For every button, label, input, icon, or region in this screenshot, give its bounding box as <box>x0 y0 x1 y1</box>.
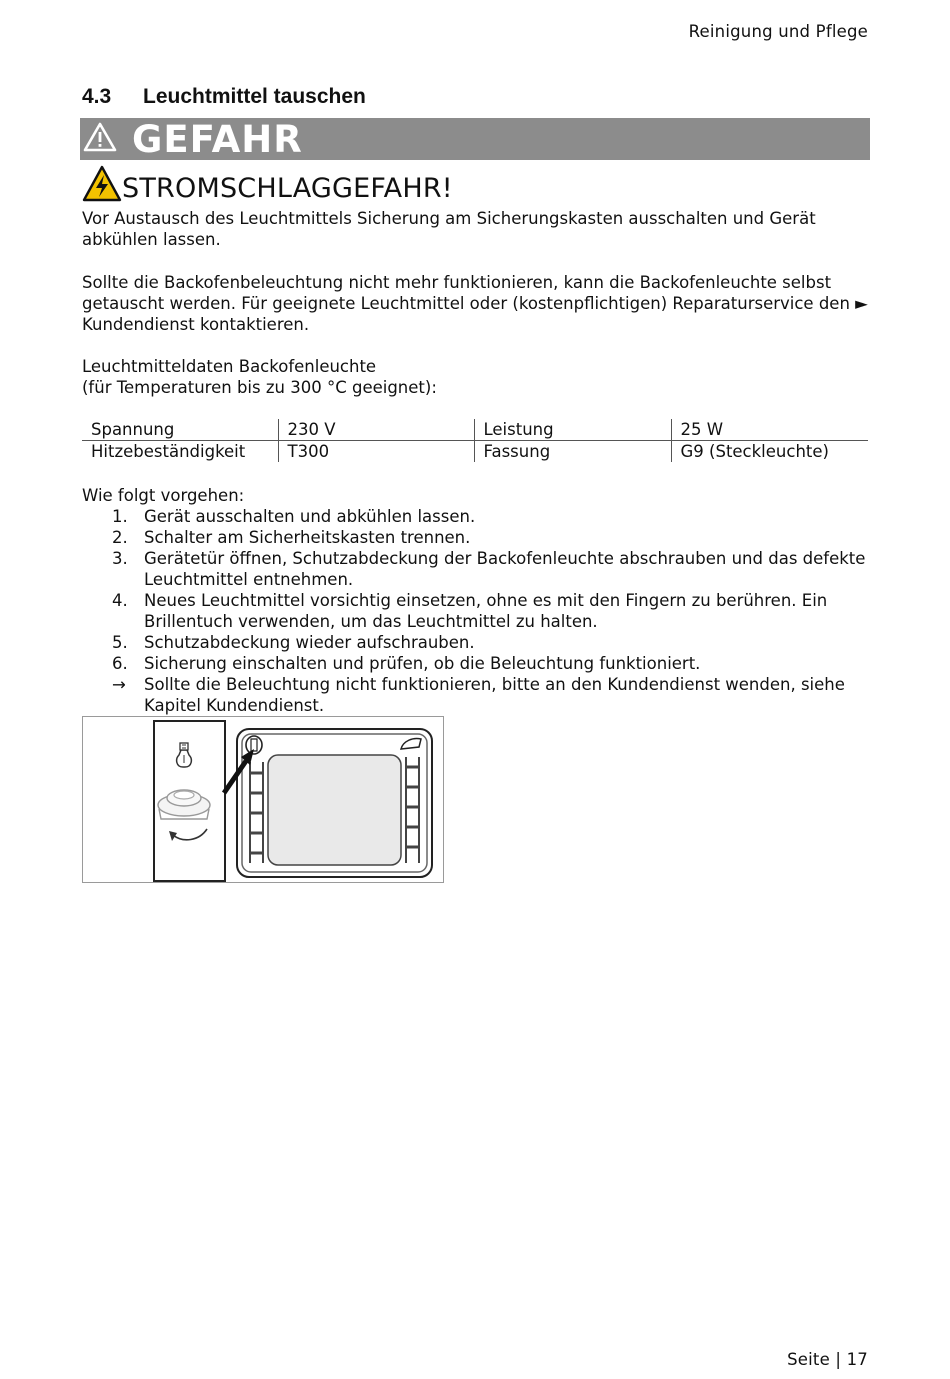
table-cell: 25 W <box>671 419 868 441</box>
step-text: Neues Leuchtmittel vorsichtig einsetzen, ohne es mit den Fingern zu berühren. Ein Brillentuch verwenden, um das Leuchtmittel zu halten. <box>144 591 828 631</box>
step-text: Sicherung einschalten und prüfen, ob die Beleuchtung funktioniert. <box>144 654 701 673</box>
oven-lamp-left-icon <box>246 736 262 754</box>
running-header: Reinigung und Pflege <box>688 22 868 41</box>
lamp-spec-table <box>82 419 868 462</box>
list-item <box>82 506 872 527</box>
oven-illustration-drawing <box>83 717 443 882</box>
step-text: Schalter am Sicherheitskasten trennen. <box>144 528 471 547</box>
list-item <box>82 527 872 548</box>
page-number: Seite | 17 <box>787 1350 868 1369</box>
table-cell: 230 V <box>278 419 474 441</box>
section-title: Leuchtmittel tauschen <box>143 85 366 108</box>
step-text: Gerätetür öffnen, Schutzabdeckung der Backofenleuchte abschrauben und das defekte Leuchtmittel entnehmen. <box>144 549 866 589</box>
danger-signal-word: GEFAHR <box>132 118 303 161</box>
step-number: 5. <box>112 633 128 652</box>
step-text: Schutzabdeckung wieder aufschrauben. <box>144 633 475 652</box>
table-cell: T300 <box>278 441 474 463</box>
table-cell: Fassung <box>474 441 671 463</box>
list-item <box>82 653 872 674</box>
lamp-data-heading <box>82 356 882 398</box>
oven-lamp-illustration <box>82 716 444 883</box>
warning-triangle-icon <box>83 121 117 153</box>
electric-shock-warning-icon <box>82 165 122 203</box>
table-cell: G9 (Steckleuchte) <box>671 441 868 463</box>
result-note-text: Sollte die Beleuchtung nicht funktionieren, bitte an den Kundendienst wenden, siehe Kapitel Kundendienst. <box>144 675 845 715</box>
warning-text: Vor Austausch des Leuchtmittels Sicherung am Sicherungskasten ausschalten und Gerät abkühlen lassen. <box>82 209 816 249</box>
list-item <box>82 632 872 653</box>
section-heading <box>82 85 366 109</box>
step-text: Gerät ausschalten und abkühlen lassen. <box>144 507 476 526</box>
step-number: 2. <box>112 528 128 547</box>
hazard-title: STROMSCHLAGGEFAHR! <box>122 173 453 204</box>
table-row <box>82 441 868 463</box>
steps-intro: Wie folgt vorgehen: <box>82 486 245 505</box>
table-cell: Spannung <box>82 419 278 441</box>
steps-list <box>82 506 872 674</box>
list-item <box>82 590 872 632</box>
step-number: 1. <box>112 507 128 526</box>
result-note <box>82 674 872 716</box>
danger-banner <box>80 118 870 160</box>
table-row <box>82 419 868 441</box>
table-cell: Hitzebeständigkeit <box>91 442 246 461</box>
step-number: 3. <box>112 549 128 568</box>
step-number: 4. <box>112 591 128 610</box>
arrow-icon: → <box>112 675 126 694</box>
intro-paragraph: Sollte die Backofenbeleuchtung nicht mehr funktionieren, kann die Backofenleuchte selbst getauscht werden. Für geeignete Leuchtmittel oder (kostenpflichtigen) Reparaturservice den ► Kundendienst kontaktieren. <box>82 273 868 334</box>
lamp-data-heading-line2: (für Temperaturen bis zu 300 °C geeignet): <box>82 378 437 397</box>
lamp-data-heading-line1: Leuchtmitteldaten Backofenleuchte <box>82 357 377 376</box>
list-item <box>82 548 872 590</box>
step-number: 6. <box>112 654 128 673</box>
section-number: 4.3 <box>82 85 112 108</box>
table-cell: Leistung <box>474 419 671 441</box>
